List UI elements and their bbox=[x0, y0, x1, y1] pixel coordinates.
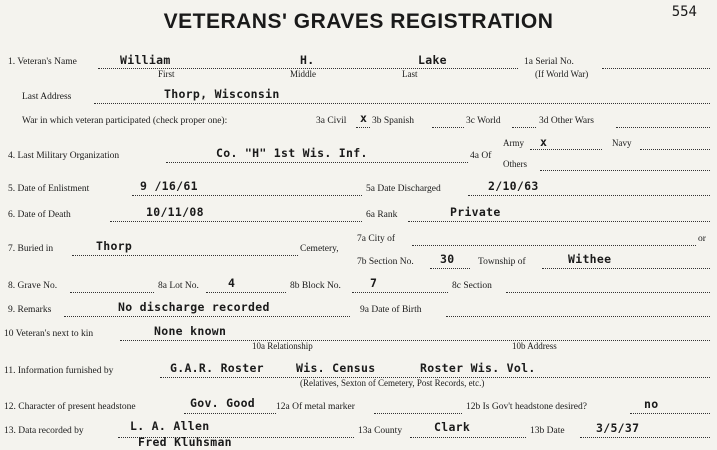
label-section: 8c Section bbox=[452, 281, 492, 291]
label-last: Last bbox=[402, 69, 418, 79]
value-rank: Private bbox=[450, 205, 501, 219]
label-recorded-by: 13. Data recorded by bbox=[4, 426, 84, 436]
value-remarks: No discharge recorded bbox=[118, 300, 270, 314]
value-middle-name: H. bbox=[300, 53, 315, 67]
label-war: War in which veteran participated (check proper one): bbox=[22, 116, 228, 126]
value-enlistment: 9 /16/61 bbox=[140, 179, 198, 193]
dotted-line bbox=[72, 255, 298, 256]
value-civil-mark: x bbox=[360, 111, 368, 125]
dotted-line bbox=[412, 245, 696, 246]
dotted-line bbox=[374, 413, 462, 414]
value-discharged: 2/10/63 bbox=[488, 179, 539, 193]
value-last-name: Lake bbox=[418, 53, 447, 67]
value-township: Withee bbox=[568, 252, 612, 266]
label-section-no: 7b Section No. bbox=[357, 257, 414, 267]
label-info-furnished: 11. Information furnished by bbox=[4, 366, 114, 376]
label-last-address: Last Address bbox=[22, 92, 72, 102]
value-headstone: Gov. Good bbox=[190, 396, 256, 410]
label-middle: Middle bbox=[290, 69, 316, 79]
label-city-of: 7a City of bbox=[357, 234, 395, 244]
label-veteran-name: 1. Veteran's Name bbox=[8, 57, 77, 67]
dotted-line bbox=[506, 292, 710, 293]
dotted-line bbox=[540, 170, 710, 171]
value-block-no: 7 bbox=[370, 276, 378, 290]
dotted-line bbox=[120, 340, 710, 341]
label-relationship: 10a Relationship bbox=[252, 341, 313, 351]
label-other-wars: 3d Other Wars bbox=[539, 116, 594, 126]
value-first-name: William bbox=[120, 53, 171, 67]
label-if-world-war: (If World War) bbox=[535, 69, 589, 79]
dotted-line bbox=[184, 413, 276, 414]
dotted-line bbox=[602, 68, 710, 69]
value-section-no: 30 bbox=[440, 252, 455, 266]
label-others: Others bbox=[503, 159, 527, 169]
label-address: 10b Address bbox=[512, 341, 557, 351]
label-or: or bbox=[698, 234, 706, 244]
label-cemetery: Cemetery, bbox=[300, 244, 339, 254]
dotted-line bbox=[352, 292, 448, 293]
value-army-mark: x bbox=[540, 135, 548, 149]
label-headstone: 12. Character of present headstone bbox=[4, 402, 136, 412]
label-world: 3c World bbox=[466, 116, 501, 126]
label-military-org: 4. Last Military Organization bbox=[8, 151, 120, 161]
label-civil: 3a Civil bbox=[316, 116, 347, 126]
value-lot-no: 4 bbox=[228, 276, 236, 290]
value-buried-in: Thorp bbox=[96, 239, 133, 253]
label-buried-in: 7. Buried in bbox=[8, 244, 54, 254]
label-block-no: 8b Block No. bbox=[290, 281, 341, 291]
dotted-line bbox=[408, 221, 710, 222]
label-gov-desired: 12b Is Gov't headstone desired? bbox=[466, 402, 587, 412]
label-navy: Navy bbox=[612, 138, 632, 148]
dotted-line bbox=[446, 316, 710, 317]
label-lot-no: 8a Lot No. bbox=[158, 281, 199, 291]
label-info-note: (Relatives, Sexton of Cemetery, Post Records, etc.) bbox=[300, 378, 485, 388]
value-death: 10/11/08 bbox=[146, 205, 204, 219]
label-metal-marker: 12a Of metal marker bbox=[276, 402, 355, 412]
card-number: 554 bbox=[671, 4, 697, 20]
value-county: Clark bbox=[434, 420, 471, 434]
value-record-date: 3/5/37 bbox=[596, 421, 640, 435]
label-county: 13a County bbox=[358, 426, 403, 436]
dotted-line bbox=[410, 437, 526, 438]
dotted-line bbox=[432, 127, 464, 128]
label-discharged: 5a Date Discharged bbox=[366, 184, 441, 194]
label-army: Army bbox=[503, 138, 524, 148]
dotted-line bbox=[542, 268, 710, 269]
dotted-line bbox=[468, 195, 710, 196]
label-date-of-birth: 9a Date of Birth bbox=[360, 305, 422, 315]
label-next-of-kin: 10 Veteran's next to kin bbox=[4, 329, 94, 339]
dotted-line bbox=[512, 127, 536, 128]
label-serial-no: 1a Serial No. bbox=[524, 57, 574, 67]
dotted-line bbox=[94, 103, 710, 104]
dotted-line bbox=[640, 149, 710, 150]
value-gov-desired: no bbox=[644, 397, 659, 411]
dotted-line bbox=[132, 195, 362, 196]
label-township: Township of bbox=[478, 257, 526, 267]
dotted-line bbox=[356, 127, 370, 128]
value-last-address: Thorp, Wisconsin bbox=[164, 87, 280, 101]
form-title: VETERANS' GRAVES REGISTRATION bbox=[163, 10, 554, 33]
label-death: 6. Date of Death bbox=[8, 210, 71, 220]
label-first: First bbox=[158, 69, 175, 79]
value-next-of-kin: None known bbox=[154, 324, 227, 338]
dotted-line bbox=[166, 162, 468, 163]
dotted-line bbox=[70, 292, 154, 293]
dotted-line bbox=[64, 316, 350, 317]
value-recorded-by: L. A. Allen bbox=[130, 419, 210, 433]
dotted-line bbox=[616, 127, 710, 128]
label-remarks: 9. Remarks bbox=[8, 305, 52, 315]
label-grave-no: 8. Grave No. bbox=[8, 281, 58, 291]
label-of: 4a Of bbox=[470, 151, 492, 161]
value-informant-2: Wis. Census bbox=[296, 361, 376, 375]
dotted-line bbox=[630, 413, 710, 414]
dotted-line bbox=[530, 149, 602, 150]
label-spanish: 3b Spanish bbox=[372, 116, 414, 126]
value-informant-3: Roster Wis. Vol. bbox=[420, 361, 536, 375]
dotted-line bbox=[110, 221, 362, 222]
dotted-line bbox=[430, 268, 470, 269]
label-date: 13b Date bbox=[530, 426, 565, 436]
dotted-line bbox=[580, 437, 710, 438]
value-organization: Co. "H" 1st Wis. Inf. bbox=[216, 146, 368, 160]
label-rank: 6a Rank bbox=[366, 210, 398, 220]
value-informant: G.A.R. Roster bbox=[170, 361, 264, 375]
dotted-line bbox=[206, 292, 286, 293]
label-enlistment: 5. Date of Enlistment bbox=[8, 184, 90, 194]
value-recorded-by-2: Fred Kluhsman bbox=[138, 435, 232, 449]
